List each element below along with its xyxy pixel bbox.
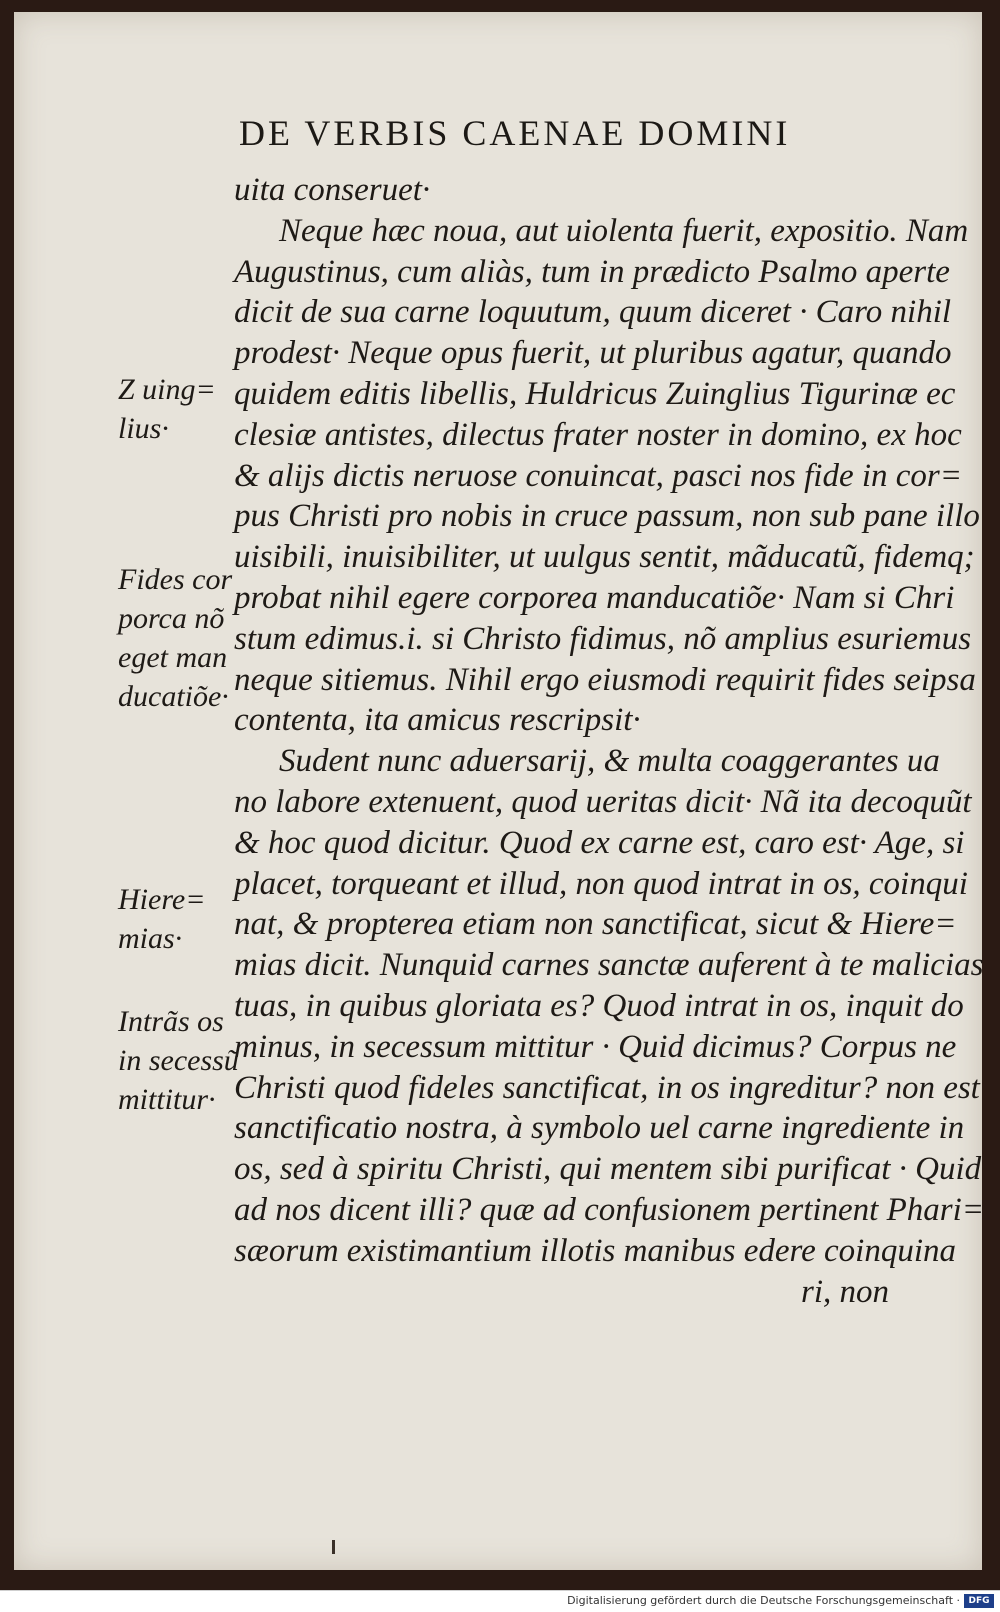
marginal-line: Z uing= [118, 373, 216, 406]
text-line: quidem editis libellis, Huldricus Zuinglius Tigurinæ ec [234, 375, 956, 412]
ink-mark [332, 1540, 335, 1554]
footer-credit: Digitalisierung gefördert durch die Deutsche Forschungsgemeinschaft · [567, 1594, 960, 1607]
text-line: neque sitiemus. Nihil ergo eiusmodi requirit fides seipsa [234, 661, 976, 698]
text-line: Neque hæc noua, aut uiolenta fuerit, expositio. Nam [279, 212, 969, 249]
running-head: DE VERBIS CAENAE DOMINI [239, 113, 791, 153]
marginal-note-intrans [118, 1002, 239, 1119]
text-line: pus Christi pro nobis in cruce passum, non sub pane illo [234, 498, 980, 535]
marginal-line: Hiere= [118, 883, 206, 916]
marginal-note-fides [118, 560, 232, 716]
text-line: stum edimus.i. si Christo fidimus, nõ amplius esuriemus [234, 620, 972, 657]
text-line: ad nos dicent illi? quæ ad confusionem pertinent Phari= [234, 1191, 985, 1228]
text-line: nat, & propterea etiam non sanctificat, sicut & Hiere= [234, 906, 957, 943]
text-line: Augustinus, cum aliàs, tum in prædicto Psalmo aperte [234, 253, 950, 290]
text-line: Sudent nunc aduersarij, & multa coaggerantes ua [279, 743, 940, 780]
text-line: contenta, ita amicus rescripsit· [234, 702, 641, 739]
text-line: uisibili, inuisibiliter, ut uulgus sentit, mãducatũ, fidemq; [234, 539, 975, 576]
marginal-note-hieremias [118, 880, 205, 958]
text-line: os, sed à spiritu Christi, qui mentem sibi purificat · Quid [234, 1151, 982, 1188]
text-line: Christi quod fideles sanctificat, in os ingreditur? non est [234, 1069, 980, 1106]
text-line: uita conseruet· [234, 172, 431, 208]
text-line: sæorum existimantium illotis manibus edere coinquina [234, 1232, 956, 1269]
body-text [234, 170, 985, 1312]
marginal-line: lius· [118, 412, 169, 445]
text-line: minus, in secessum mittitur · Quid dicimus? Corpus ne [234, 1028, 957, 1065]
book-page [14, 12, 985, 1570]
dfg-logo: DFG [964, 1594, 994, 1608]
marginal-line: eget man [118, 641, 228, 674]
marginal-line: porca nõ [118, 602, 225, 635]
text-line: clesiæ antistes, dilectus frater noster in domino, ex hoc [234, 416, 962, 453]
text-line: dicit de sua carne loquutum, quum diceret · Caro nihil [234, 294, 952, 331]
text-line: probat nihil egere corporea manducatiõe· Nam si Chri [234, 579, 955, 616]
text-line: placet, torqueant et illud, non quod intrat in os, coinqui [234, 865, 968, 902]
text-line: prodest· Neque opus fuerit, ut pluribus agatur, quando [234, 335, 952, 372]
digitization-footer [0, 1590, 1000, 1612]
marginal-line: mias· [118, 922, 183, 955]
text-line: & hoc quod dicitur. Quod ex carne est, caro est· Age, si [234, 824, 965, 861]
marginal-line: Fides cor [118, 563, 233, 596]
text-line: no labore extenuent, quod ueritas dicit· Nã ita decoquũt [234, 783, 972, 820]
marginal-line: ducatiõe· [118, 680, 229, 713]
text-line: mias dicit. Nunquid carnes sanctæ auferent à te malicias [234, 947, 984, 984]
marginal-line: mittitur· [118, 1083, 216, 1116]
text-line: sanctificatio nostra, à symbolo uel carne ingrediente in [234, 1110, 965, 1147]
marginal-note-zuinglius [118, 370, 216, 448]
marginal-line: in secessũ [118, 1044, 239, 1077]
catchword: ri, non [800, 1273, 889, 1310]
marginal-line: Intrãs os [118, 1005, 224, 1038]
text-line: & alijs dictis neruose conuincat, pasci nos fide in cor= [234, 457, 963, 494]
text-line: tuas, in quibus gloriata es? Quod intrat in os, inquit do [234, 987, 964, 1024]
